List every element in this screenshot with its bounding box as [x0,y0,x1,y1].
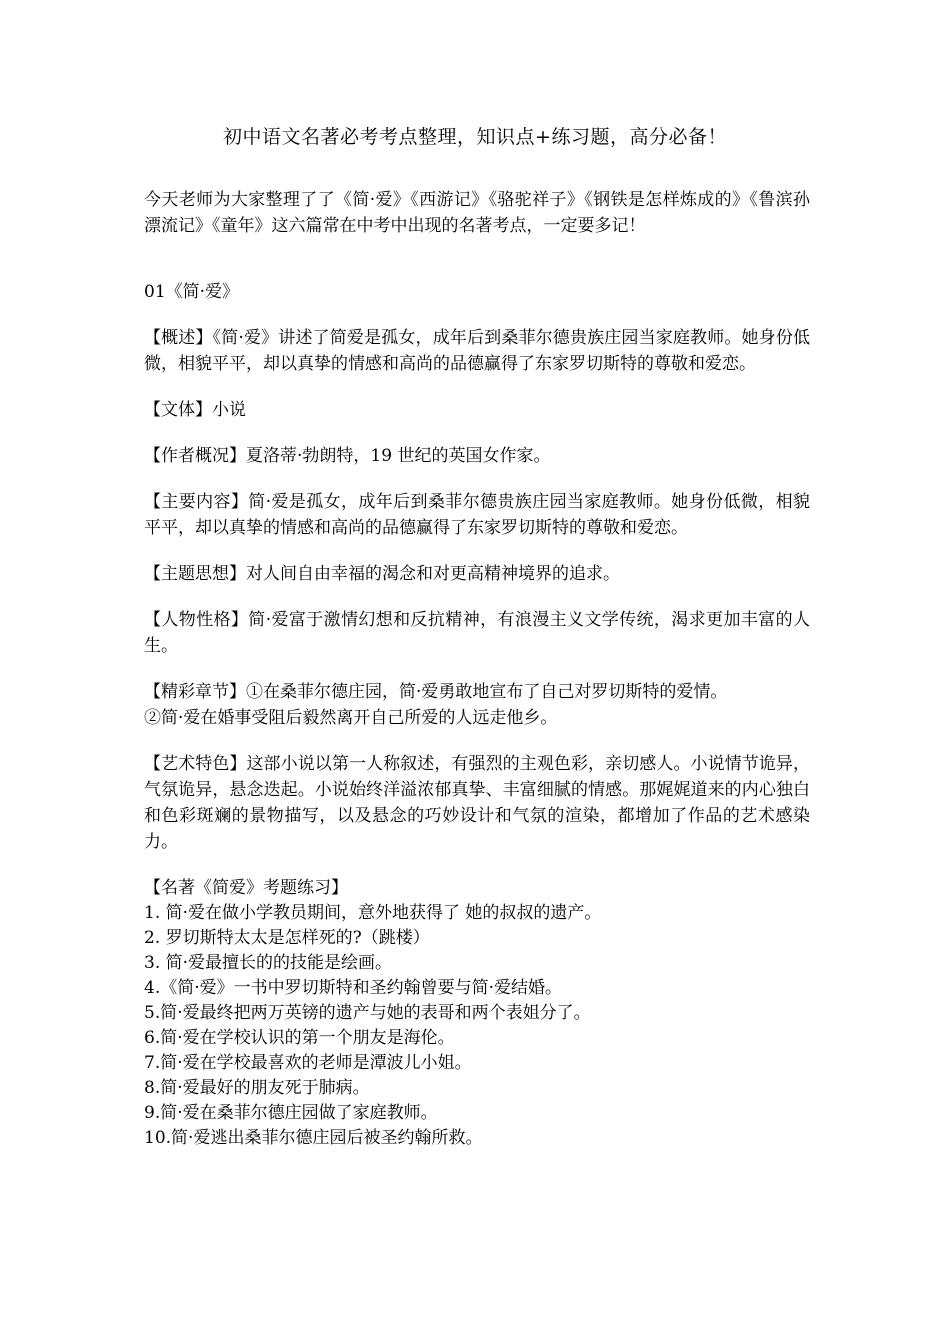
genre-paragraph: 【文体】小说 [144,400,246,420]
content-paragraph: 【主要内容】简·爱是孤女，成年后到桑菲尔德贵族庄园当家庭教师。她身份低微，相貌平平，却以真挚的情感和高尚的品德赢得了东家罗切斯特的尊敬和爱恋。 [144,492,810,538]
list-item: 1. 简·爱在做小学教员期间，意外地获得了 她的叔叔的遗产。 [144,903,602,923]
section-heading: 01《简·爱》 [144,282,240,302]
chapters-paragraph-1: 【精彩章节】①在桑菲尔德庄园，简·爱勇敢地宣布了自己对罗切斯特的爱情。 [144,682,728,702]
exercise-heading: 【名著《简爱》考题练习】 [144,878,348,898]
list-item: 8.简·爱最好的朋友死于肺病。 [144,1078,370,1098]
list-item: 7.简·爱在学校最喜欢的老师是潭波儿小姐。 [144,1053,472,1073]
page-title: 初中语文名著必考考点整理，知识点+练习题，高分必备！ [223,126,727,148]
art-paragraph: 【艺术特色】这部小说以第一人称叙述，有强烈的主观色彩，亲切感人。小说情节诡异，气氛诡异，悬念迭起。小说始终洋溢浓郁真挚、丰富细腻的情感。那娓娓道来的内心独白和色彩斑斓的景物描写，以及悬念的巧妙设计和气氛的渲染，都增加了作品的艺术感染力。 [144,754,810,852]
list-item: 9.简·爱在桑菲尔德庄园做了家庭教师。 [144,1103,438,1123]
list-item: 2. 罗切斯特太太是怎样死的?（跳楼） [144,928,430,948]
list-item: 10.简·爱逃出桑菲尔德庄园后被圣约翰所救。 [144,1128,483,1148]
document-body [144,187,810,1151]
list-item: 4.《简·爱》一书中罗切斯特和圣约翰曾要与简·爱结婚。 [144,978,563,998]
list-item: 6.简·爱在学校认识的第一个朋友是海伦。 [144,1028,455,1048]
author-paragraph: 【作者概况】夏洛蒂·勃朗特，19 世纪的英国女作家。 [144,446,551,466]
list-item: 3. 简·爱最擅长的的技能是绘画。 [144,953,393,973]
overview-paragraph: 【概述】《简·爱》讲述了简爱是孤女，成年后到桑菲尔德贵族庄园当家庭教师。她身份低微，相貌平平，却以真挚的情感和高尚的品德赢得了东家罗切斯特的尊敬和爱恋。 [144,328,810,374]
list-item: 5.简·爱最终把两万英镑的遗产与她的表哥和两个表姐分了。 [144,1003,591,1023]
question-list [144,901,810,1151]
chapters-paragraph-2: ②简·爱在婚事受阻后毅然离开自己所爱的人远走他乡。 [144,708,558,728]
intro-paragraph: 今天老师为大家整理了了《简·爱》《西游记》《骆驼祥子》《钢铁是怎样炼成的》《鲁滨孙漂流记》《童年》这六篇常在中考中出现的名著考点，一定要多记！ [144,190,810,236]
character-paragraph: 【人物性格】简·爱富于激情幻想和反抗精神，有浪漫主义文学传统，渴求更加丰富的人生。 [144,610,810,656]
theme-paragraph: 【主题思想】对人间自由幸福的渴念和对更高精神境界的追求。 [144,564,620,584]
